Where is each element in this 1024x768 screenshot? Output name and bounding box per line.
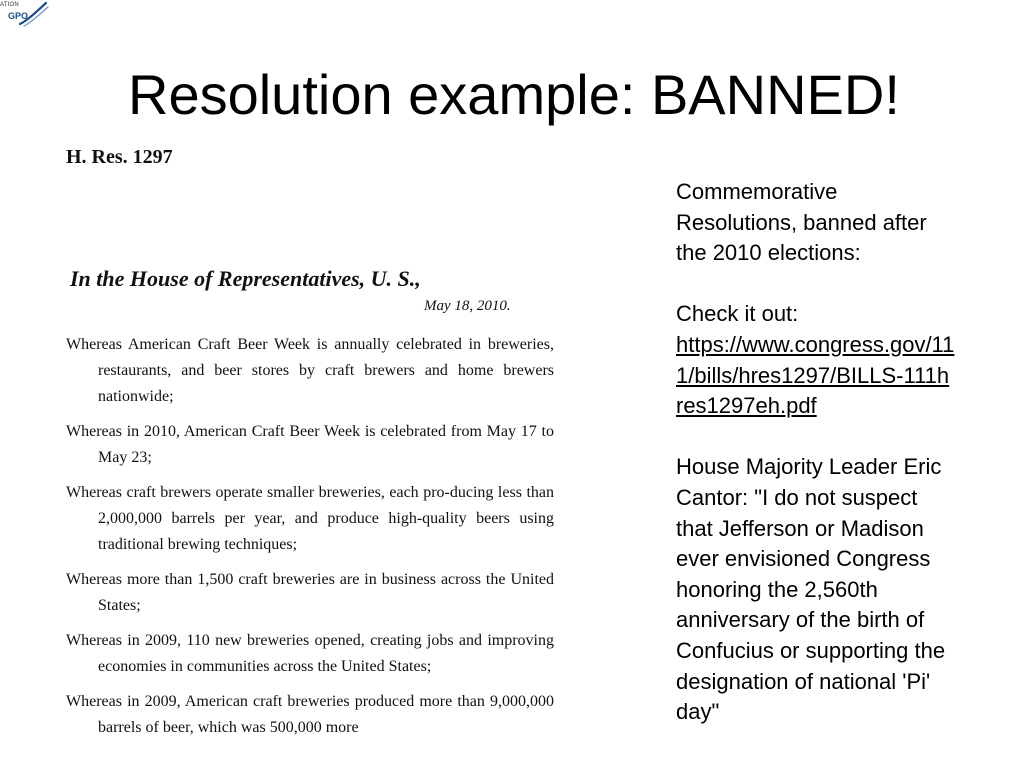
logo-brand-text: GPO <box>8 11 29 21</box>
cantor-quote: House Majority Leader Eric Cantor: "I do not suspect that Jefferson or Madison ever envisioned Congress honoring the 2,560th anniversary of the birth of Confucius or supporting the designation of national 'Pi' day" <box>676 454 946 725</box>
slide-title: Resolution example: BANNED! <box>128 63 900 126</box>
swoosh-icon <box>18 0 50 28</box>
whereas-clause: Whereas in 2009, American craft breweries produced more than 9,000,000 barrels of beer, which was 500,000 more <box>66 693 554 736</box>
whereas-clauses <box>66 332 554 750</box>
whereas-clause: Whereas craft brewers operate smaller breweries, each pro-ducing less than 2,000,000 barrels per year, and produce high-quality beers using traditional brewing techniques; <box>66 484 554 553</box>
resolution-date: May 18, 2010. <box>424 298 511 314</box>
resolution-chamber: In the House of Representatives, U. S., <box>70 266 421 291</box>
check-label: Check it out: <box>676 301 799 327</box>
side-notes <box>676 177 956 758</box>
check-it-out-block <box>676 299 956 421</box>
congress-link[interactable]: https://www.congress.gov/111/bills/hres1297/BILLS-111hres1297eh.pdf <box>676 331 955 419</box>
intro-text: Commemorative Resolutions, banned after the 2010 elections: <box>676 179 927 266</box>
gpo-logo <box>0 0 60 32</box>
whereas-clause: Whereas in 2009, 110 new breweries opened, creating jobs and improving economies in communities across the United States; <box>66 632 554 675</box>
resolution-document-scan <box>66 146 556 768</box>
whereas-clause: Whereas in 2010, American Craft Beer Week is celebrated from May 17 to May 23; <box>66 423 554 466</box>
resolution-number: H. Res. 1297 <box>66 146 173 168</box>
logo-small-text: ATION <box>0 2 19 8</box>
whereas-clause: Whereas American Craft Beer Week is annually celebrated in breweries, restaurants, and beer stores by craft brewers and home brewers nationwide; <box>66 336 554 405</box>
whereas-clause: Whereas more than 1,500 craft breweries are in business across the United States; <box>66 571 554 614</box>
